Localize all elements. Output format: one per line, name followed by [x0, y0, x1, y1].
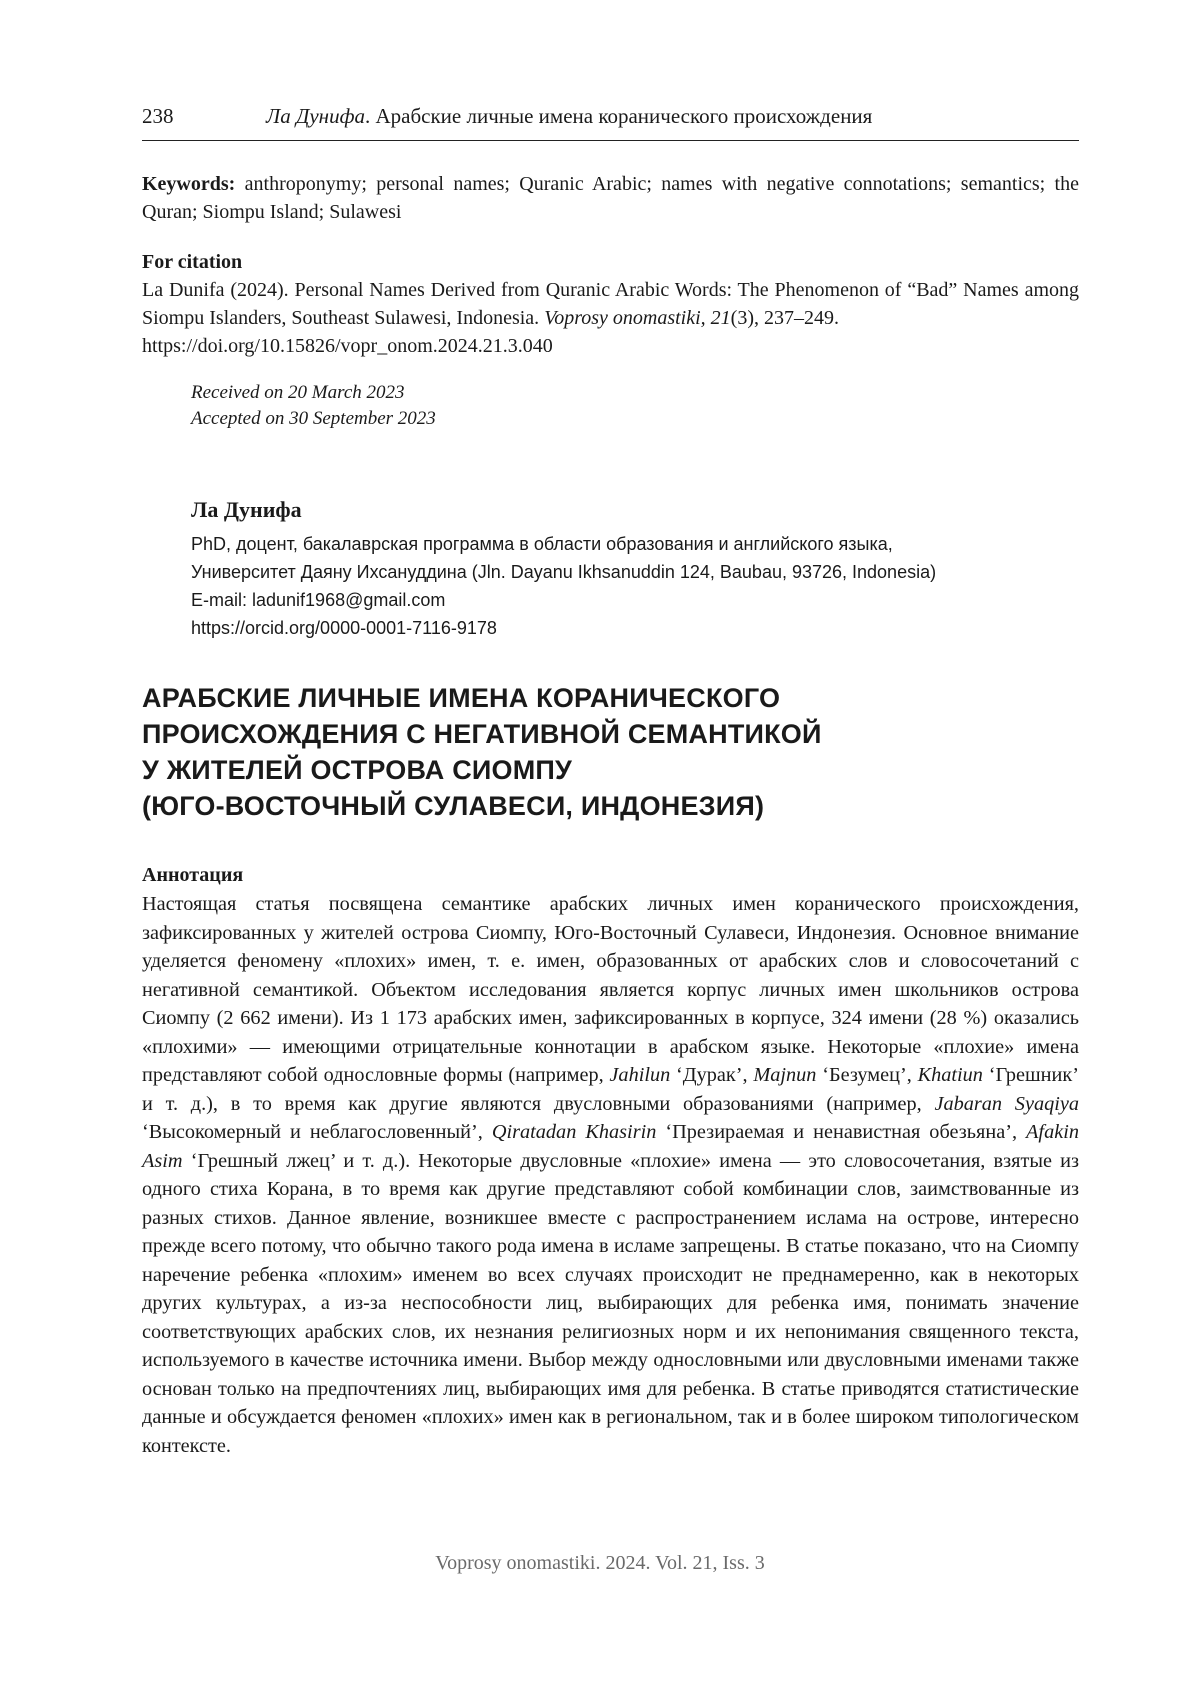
name-example-1: Jahilun — [609, 1064, 671, 1086]
title-line-2: ПРОИСХОЖДЕНИЯ С НЕГАТИВНОЙ СЕМАНТИКОЙ — [142, 719, 822, 749]
keywords-label: Keywords: — [142, 173, 236, 195]
citation-journal: Voprosy onomastiki, 21 — [544, 307, 731, 329]
author-affiliation: Университет Даяну Ихсануддина (Jln. Dayanu Ikhsanuddin 124, Baubau, 93726, Indonesia) — [191, 562, 937, 582]
page-number: 238 — [142, 104, 174, 128]
name-example-4: Jabaran Syaqiya — [934, 1092, 1080, 1115]
running-author: Ла Дунифа — [266, 104, 365, 128]
name-example-2: Majnun — [753, 1064, 817, 1086]
abstract-text-2: ‘Грешный лжец’ и т. д.). Некоторые двусловные «плохие» имена — это словосочетания, взятые из одного стиха Корана, в то время как другие представляют собой комбинации слов, заимствованные из разных стихов. Данное явление, возникшее вместе с распространением ислама на острове, интересно прежде всего потому, что обычно такого рода имена в исламе запрещены. В статье показано, что на Сиомпу наречение ребенка «плохим» именем во всех случаях происходит не преднамеренно, как в некоторых других культурах, а из-за неспособности лиц, выбирающих для ребенка имя, понимать значение соответствующих арабских слов, их незнания религиозных норм и их непонимания священного текста, используемого в качестве источника имени. Выбор между однословными или двусловными именами также основан только на предпочтениях лиц, выбирающих имя для ребенка. В статье приводятся статистические данные и обсуждается феномен «плохих» имен как в региональном, так и в более широком типологическом контексте. — [142, 1149, 1079, 1457]
title-line-1: АРАБСКИЕ ЛИЧНЫЕ ИМЕНА КОРАНИЧЕСКОГО — [142, 683, 781, 713]
name-example-5: Qiratadan Khasirin — [491, 1121, 657, 1143]
citation — [142, 276, 1079, 360]
article-dates — [191, 380, 436, 432]
citation-issue: (3), 237–249. — [730, 307, 839, 329]
running-header — [142, 100, 1079, 141]
name-example-3: Khatiun — [917, 1064, 983, 1086]
author-info — [191, 530, 1071, 642]
gloss-4: ‘Высокомерный и неблагословенный’, — [142, 1121, 492, 1143]
running-title-text: . Арабские личные имена коранического происхождения — [364, 104, 873, 128]
title-line-4: (ЮГО-ВОСТОЧНЫЙ СУЛАВЕСИ, ИНДОНЕЗИЯ) — [142, 791, 765, 821]
citation-text: La Dunifa (2024). Personal Names Derived from Quranic Arabic Words: The Phenomenon of “Bad” Names among Siompu Islanders, Southeast Sulawesi, Indonesia. — [142, 279, 1079, 329]
gloss-5: ‘Презираемая и ненавистная обезьяна’, — [656, 1121, 1027, 1143]
author-position: PhD, доцент, бакалаврская программа в области образования и английского языка, — [191, 534, 893, 554]
citation-heading: For citation — [142, 251, 243, 273]
running-title — [266, 104, 872, 129]
abstract-text-1: Настоящая статья посвящена семантике арабских личных имен коранического происхождения, зафиксированных у жителей острова Сиомпу, Юго-Восточный Сулавеси, Индонезия. Основное внимание уделяется феномену «плохих» имен, т. е. имен, образованных от арабских слов и словосочетаний с негативной семантикой. Объектом исследования является корпус личных имен школьников острова Сиомпу (2 662 имени). Из 1 173 арабских имен, зафиксированных в корпусе, 324 имени (28 %) оказались «плохими» — имеющими отрицательные коннотации в арабском языке. Некоторые «плохие» имена представляют собой однословные формы (например, — [142, 893, 1079, 1086]
author-name: Ла Дунифа — [191, 497, 302, 522]
citation-doi[interactable]: https://doi.org/10.15826/vopr_onom.2024.21.3.040 — [142, 335, 553, 357]
title-line-3: У ЖИТЕЛЕЙ ОСТРОВА СИОМПУ — [142, 755, 572, 785]
abstract-heading: Аннотация — [142, 864, 244, 886]
abstract-body — [142, 890, 1079, 1460]
name-example-6: Afakin Asim — [142, 1121, 1079, 1172]
article-title — [142, 680, 1079, 824]
received-date: Received on 20 March 2023 — [191, 382, 405, 403]
keywords-text: anthroponymy; personal names; Quranic Arabic; names with negative connotations; semantics; the Quran; Siompu Island; Sulawesi — [142, 173, 1079, 223]
gloss-1: ‘Дурак’, — [670, 1064, 754, 1086]
gloss-2: ‘Безумец’, — [816, 1064, 918, 1086]
author-orcid[interactable]: https://orcid.org/0000-0001-7116-9178 — [191, 618, 497, 638]
accepted-date: Accepted on 30 September 2023 — [191, 408, 436, 429]
gloss-3: ‘Грешник’ и т. д.), в то время как другие являются двусловными образованиями (например, — [142, 1064, 1079, 1115]
keywords — [142, 170, 1079, 226]
journal-footer: Voprosy onomastiki. 2024. Vol. 21, Iss. 3 — [435, 1552, 765, 1574]
author-email[interactable]: E-mail: ladunif1968@gmail.com — [191, 590, 446, 610]
